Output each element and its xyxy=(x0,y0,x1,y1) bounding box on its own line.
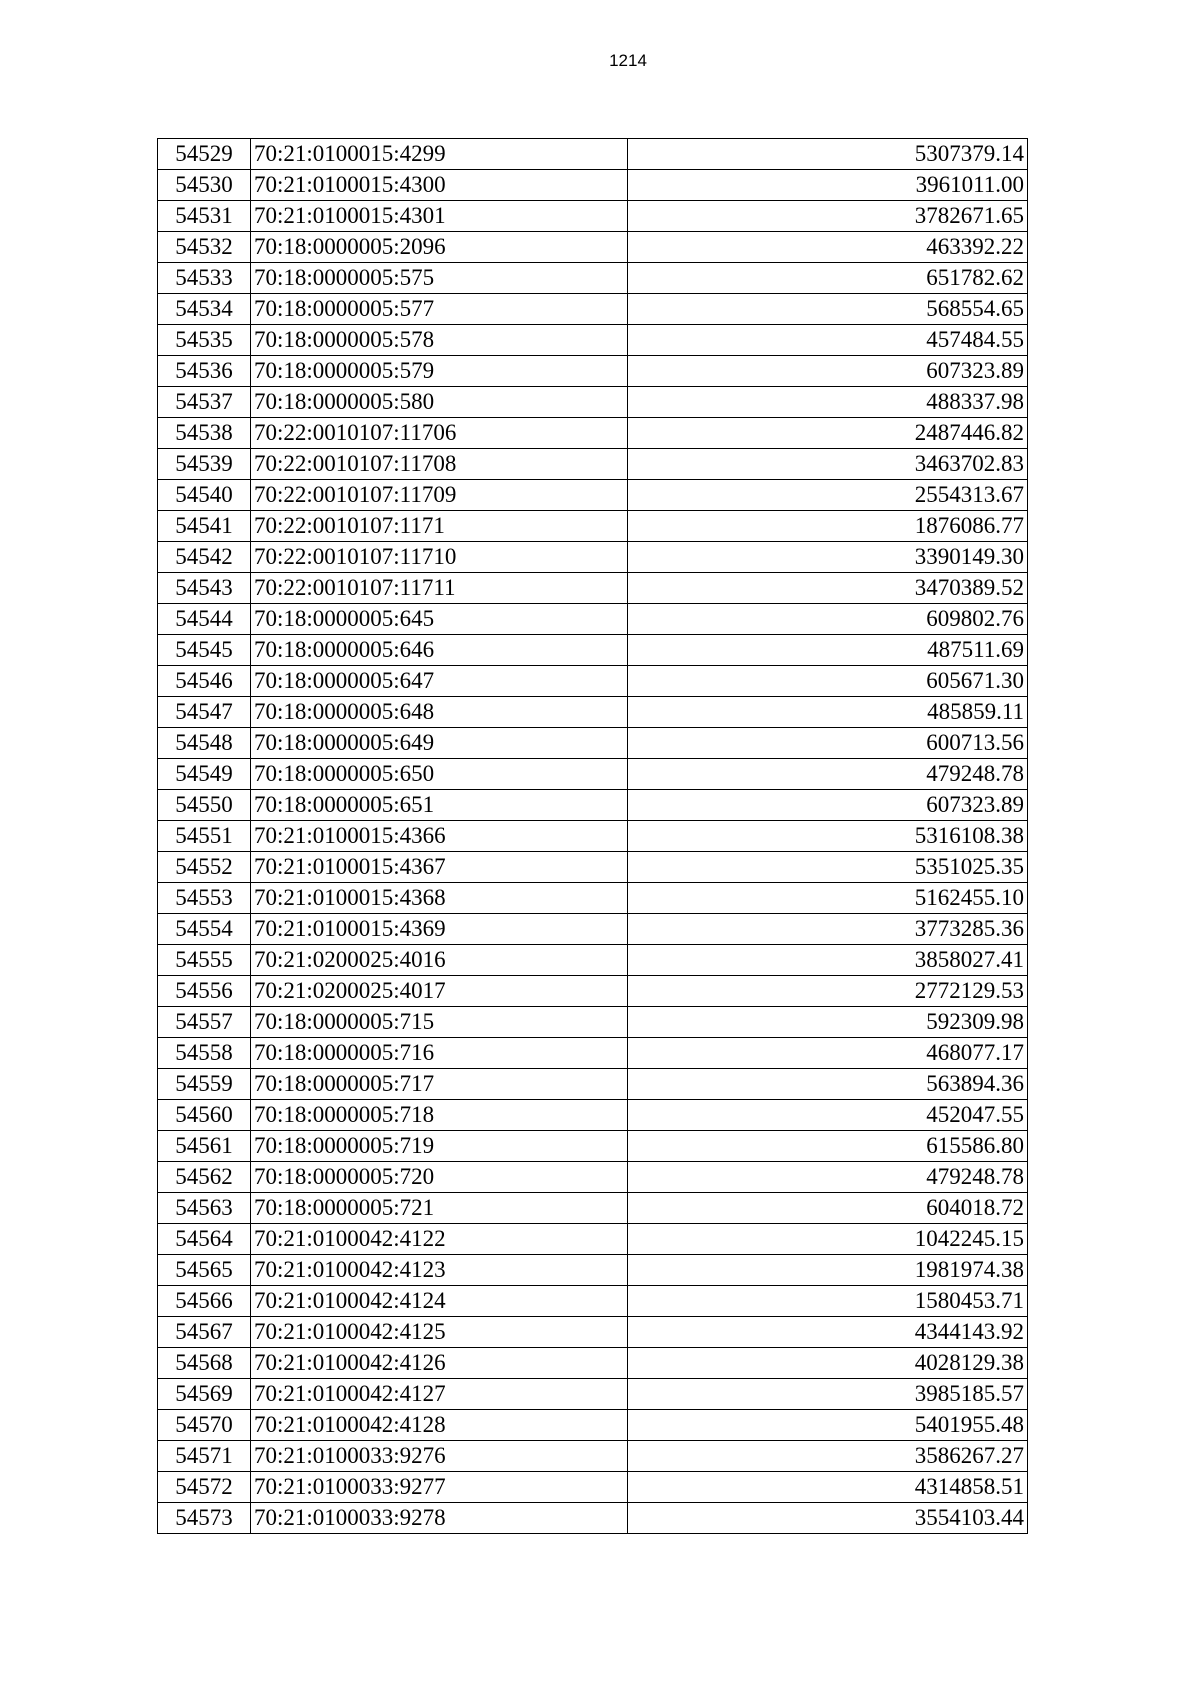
row-number-cell: 54538 xyxy=(158,418,251,449)
table-row xyxy=(158,883,1028,914)
table-row xyxy=(158,263,1028,294)
cadastral-number-cell: 70:21:0100042:4122 xyxy=(251,1224,628,1255)
value-cell: 2772129.53 xyxy=(628,976,1028,1007)
cadastral-number-cell: 70:21:0100042:4123 xyxy=(251,1255,628,1286)
cadastral-number-cell: 70:21:0100015:4369 xyxy=(251,914,628,945)
row-number-cell: 54561 xyxy=(158,1131,251,1162)
cadastral-number-cell: 70:18:0000005:715 xyxy=(251,1007,628,1038)
cadastral-number-cell: 70:22:0010107:11710 xyxy=(251,542,628,573)
table-row xyxy=(158,635,1028,666)
row-number-cell: 54563 xyxy=(158,1193,251,1224)
table-row xyxy=(158,1038,1028,1069)
value-cell: 485859.11 xyxy=(628,697,1028,728)
table-row xyxy=(158,201,1028,232)
table-row xyxy=(158,232,1028,263)
value-cell: 3961011.00 xyxy=(628,170,1028,201)
table-row xyxy=(158,1317,1028,1348)
cadastral-number-cell: 70:18:0000005:650 xyxy=(251,759,628,790)
cadastral-number-cell: 70:22:0010107:11706 xyxy=(251,418,628,449)
row-number-cell: 54560 xyxy=(158,1100,251,1131)
value-cell: 463392.22 xyxy=(628,232,1028,263)
value-cell: 1042245.15 xyxy=(628,1224,1028,1255)
cadastral-number-cell: 70:18:0000005:580 xyxy=(251,387,628,418)
value-cell: 479248.78 xyxy=(628,1162,1028,1193)
table-row xyxy=(158,573,1028,604)
row-number-cell: 54559 xyxy=(158,1069,251,1100)
cadastral-number-cell: 70:21:0200025:4017 xyxy=(251,976,628,1007)
cadastral-number-cell: 70:21:0100033:9277 xyxy=(251,1472,628,1503)
cadastral-number-cell: 70:21:0100033:9278 xyxy=(251,1503,628,1534)
table-row xyxy=(158,697,1028,728)
row-number-cell: 54551 xyxy=(158,821,251,852)
row-number-cell: 54546 xyxy=(158,666,251,697)
row-number-cell: 54550 xyxy=(158,790,251,821)
table-row xyxy=(158,1162,1028,1193)
value-cell: 5162455.10 xyxy=(628,883,1028,914)
row-number-cell: 54556 xyxy=(158,976,251,1007)
value-cell: 5316108.38 xyxy=(628,821,1028,852)
value-cell: 604018.72 xyxy=(628,1193,1028,1224)
value-cell: 3985185.57 xyxy=(628,1379,1028,1410)
value-cell: 609802.76 xyxy=(628,604,1028,635)
cadastral-number-cell: 70:21:0100042:4127 xyxy=(251,1379,628,1410)
cadastral-number-cell: 70:18:0000005:721 xyxy=(251,1193,628,1224)
table-row xyxy=(158,325,1028,356)
table-row xyxy=(158,449,1028,480)
page-number: 1214 xyxy=(609,51,647,70)
row-number-cell: 54552 xyxy=(158,852,251,883)
value-cell: 487511.69 xyxy=(628,635,1028,666)
row-number-cell: 54529 xyxy=(158,139,251,170)
cadastral-number-cell: 70:18:0000005:717 xyxy=(251,1069,628,1100)
row-number-cell: 54534 xyxy=(158,294,251,325)
cadastral-number-cell: 70:21:0100042:4126 xyxy=(251,1348,628,1379)
row-number-cell: 54537 xyxy=(158,387,251,418)
row-number-cell: 54571 xyxy=(158,1441,251,1472)
value-cell: 5401955.48 xyxy=(628,1410,1028,1441)
table-row xyxy=(158,666,1028,697)
table-row xyxy=(158,821,1028,852)
cadastral-number-cell: 70:18:0000005:579 xyxy=(251,356,628,387)
value-cell: 607323.89 xyxy=(628,356,1028,387)
row-number-cell: 54531 xyxy=(158,201,251,232)
table-row xyxy=(158,480,1028,511)
value-cell: 4314858.51 xyxy=(628,1472,1028,1503)
value-cell: 651782.62 xyxy=(628,263,1028,294)
row-number-cell: 54548 xyxy=(158,728,251,759)
table-row xyxy=(158,604,1028,635)
cadastral-number-cell: 70:18:0000005:2096 xyxy=(251,232,628,263)
table-row xyxy=(158,728,1028,759)
value-cell: 3586267.27 xyxy=(628,1441,1028,1472)
cadastral-number-cell: 70:18:0000005:575 xyxy=(251,263,628,294)
cadastral-number-cell: 70:18:0000005:716 xyxy=(251,1038,628,1069)
table-row xyxy=(158,914,1028,945)
table-row xyxy=(158,852,1028,883)
table-row xyxy=(158,170,1028,201)
row-number-cell: 54562 xyxy=(158,1162,251,1193)
cadastral-number-cell: 70:21:0100015:4367 xyxy=(251,852,628,883)
value-cell: 5351025.35 xyxy=(628,852,1028,883)
table-row xyxy=(158,1131,1028,1162)
cadastral-number-cell: 70:21:0100015:4366 xyxy=(251,821,628,852)
row-number-cell: 54573 xyxy=(158,1503,251,1534)
cadastral-number-cell: 70:18:0000005:577 xyxy=(251,294,628,325)
table-row xyxy=(158,1007,1028,1038)
table-row xyxy=(158,1348,1028,1379)
cadastral-number-cell: 70:22:0010107:11709 xyxy=(251,480,628,511)
cadastral-number-cell: 70:18:0000005:720 xyxy=(251,1162,628,1193)
value-cell: 3470389.52 xyxy=(628,573,1028,604)
row-number-cell: 54535 xyxy=(158,325,251,356)
value-cell: 592309.98 xyxy=(628,1007,1028,1038)
table-row xyxy=(158,542,1028,573)
value-cell: 615586.80 xyxy=(628,1131,1028,1162)
row-number-cell: 54570 xyxy=(158,1410,251,1441)
cadastral-number-cell: 70:22:0010107:1171 xyxy=(251,511,628,542)
cadastral-number-cell: 70:18:0000005:718 xyxy=(251,1100,628,1131)
value-cell: 605671.30 xyxy=(628,666,1028,697)
row-number-cell: 54544 xyxy=(158,604,251,635)
value-cell: 488337.98 xyxy=(628,387,1028,418)
row-number-cell: 54553 xyxy=(158,883,251,914)
cadastral-number-cell: 70:18:0000005:578 xyxy=(251,325,628,356)
cadastral-number-cell: 70:18:0000005:645 xyxy=(251,604,628,635)
table-row xyxy=(158,1379,1028,1410)
row-number-cell: 54554 xyxy=(158,914,251,945)
value-cell: 1981974.38 xyxy=(628,1255,1028,1286)
table-row xyxy=(158,418,1028,449)
value-cell: 4028129.38 xyxy=(628,1348,1028,1379)
table-row xyxy=(158,1069,1028,1100)
row-number-cell: 54543 xyxy=(158,573,251,604)
table-row xyxy=(158,387,1028,418)
value-cell: 2554313.67 xyxy=(628,480,1028,511)
value-cell: 1876086.77 xyxy=(628,511,1028,542)
cadastral-number-cell: 70:18:0000005:649 xyxy=(251,728,628,759)
data-table xyxy=(157,138,1028,1534)
row-number-cell: 54564 xyxy=(158,1224,251,1255)
row-number-cell: 54572 xyxy=(158,1472,251,1503)
cadastral-number-cell: 70:21:0100015:4299 xyxy=(251,139,628,170)
cadastral-number-cell: 70:18:0000005:719 xyxy=(251,1131,628,1162)
value-cell: 568554.65 xyxy=(628,294,1028,325)
value-cell: 1580453.71 xyxy=(628,1286,1028,1317)
row-number-cell: 54547 xyxy=(158,697,251,728)
row-number-cell: 54555 xyxy=(158,945,251,976)
cadastral-number-cell: 70:21:0100042:4124 xyxy=(251,1286,628,1317)
row-number-cell: 54532 xyxy=(158,232,251,263)
table-row xyxy=(158,1503,1028,1534)
row-number-cell: 54540 xyxy=(158,480,251,511)
value-cell: 3463702.83 xyxy=(628,449,1028,480)
value-cell: 607323.89 xyxy=(628,790,1028,821)
row-number-cell: 54549 xyxy=(158,759,251,790)
table-row xyxy=(158,356,1028,387)
table-row xyxy=(158,1410,1028,1441)
row-number-cell: 54557 xyxy=(158,1007,251,1038)
cadastral-number-cell: 70:21:0200025:4016 xyxy=(251,945,628,976)
cadastral-number-cell: 70:22:0010107:11708 xyxy=(251,449,628,480)
table-row xyxy=(158,1472,1028,1503)
row-number-cell: 54569 xyxy=(158,1379,251,1410)
table-body xyxy=(158,139,1028,1534)
table-row xyxy=(158,1255,1028,1286)
cadastral-number-cell: 70:21:0100015:4300 xyxy=(251,170,628,201)
value-cell: 3782671.65 xyxy=(628,201,1028,232)
value-cell: 468077.17 xyxy=(628,1038,1028,1069)
table-row xyxy=(158,1286,1028,1317)
row-number-cell: 54541 xyxy=(158,511,251,542)
value-cell: 3390149.30 xyxy=(628,542,1028,573)
table-row xyxy=(158,1100,1028,1131)
value-cell: 3773285.36 xyxy=(628,914,1028,945)
table-row xyxy=(158,1193,1028,1224)
value-cell: 3858027.41 xyxy=(628,945,1028,976)
table-row xyxy=(158,945,1028,976)
cadastral-number-cell: 70:21:0100015:4368 xyxy=(251,883,628,914)
value-cell: 5307379.14 xyxy=(628,139,1028,170)
row-number-cell: 54530 xyxy=(158,170,251,201)
cadastral-number-cell: 70:22:0010107:11711 xyxy=(251,573,628,604)
table-row xyxy=(158,139,1028,170)
cadastral-number-cell: 70:18:0000005:647 xyxy=(251,666,628,697)
table-row xyxy=(158,976,1028,1007)
value-cell: 4344143.92 xyxy=(628,1317,1028,1348)
row-number-cell: 54542 xyxy=(158,542,251,573)
cadastral-number-cell: 70:21:0100042:4125 xyxy=(251,1317,628,1348)
table-row xyxy=(158,294,1028,325)
table-row xyxy=(158,1441,1028,1472)
row-number-cell: 54558 xyxy=(158,1038,251,1069)
value-cell: 452047.55 xyxy=(628,1100,1028,1131)
value-cell: 3554103.44 xyxy=(628,1503,1028,1534)
row-number-cell: 54565 xyxy=(158,1255,251,1286)
table-row xyxy=(158,511,1028,542)
row-number-cell: 54533 xyxy=(158,263,251,294)
cadastral-number-cell: 70:21:0100033:9276 xyxy=(251,1441,628,1472)
table-row xyxy=(158,759,1028,790)
value-cell: 2487446.82 xyxy=(628,418,1028,449)
cadastral-number-cell: 70:21:0100015:4301 xyxy=(251,201,628,232)
cadastral-number-cell: 70:18:0000005:648 xyxy=(251,697,628,728)
value-cell: 479248.78 xyxy=(628,759,1028,790)
row-number-cell: 54536 xyxy=(158,356,251,387)
cadastral-number-cell: 70:18:0000005:646 xyxy=(251,635,628,666)
row-number-cell: 54568 xyxy=(158,1348,251,1379)
row-number-cell: 54539 xyxy=(158,449,251,480)
table-row xyxy=(158,1224,1028,1255)
cadastral-number-cell: 70:21:0100042:4128 xyxy=(251,1410,628,1441)
value-cell: 563894.36 xyxy=(628,1069,1028,1100)
value-cell: 457484.55 xyxy=(628,325,1028,356)
row-number-cell: 54567 xyxy=(158,1317,251,1348)
value-cell: 600713.56 xyxy=(628,728,1028,759)
row-number-cell: 54545 xyxy=(158,635,251,666)
cadastral-number-cell: 70:18:0000005:651 xyxy=(251,790,628,821)
table-row xyxy=(158,790,1028,821)
row-number-cell: 54566 xyxy=(158,1286,251,1317)
